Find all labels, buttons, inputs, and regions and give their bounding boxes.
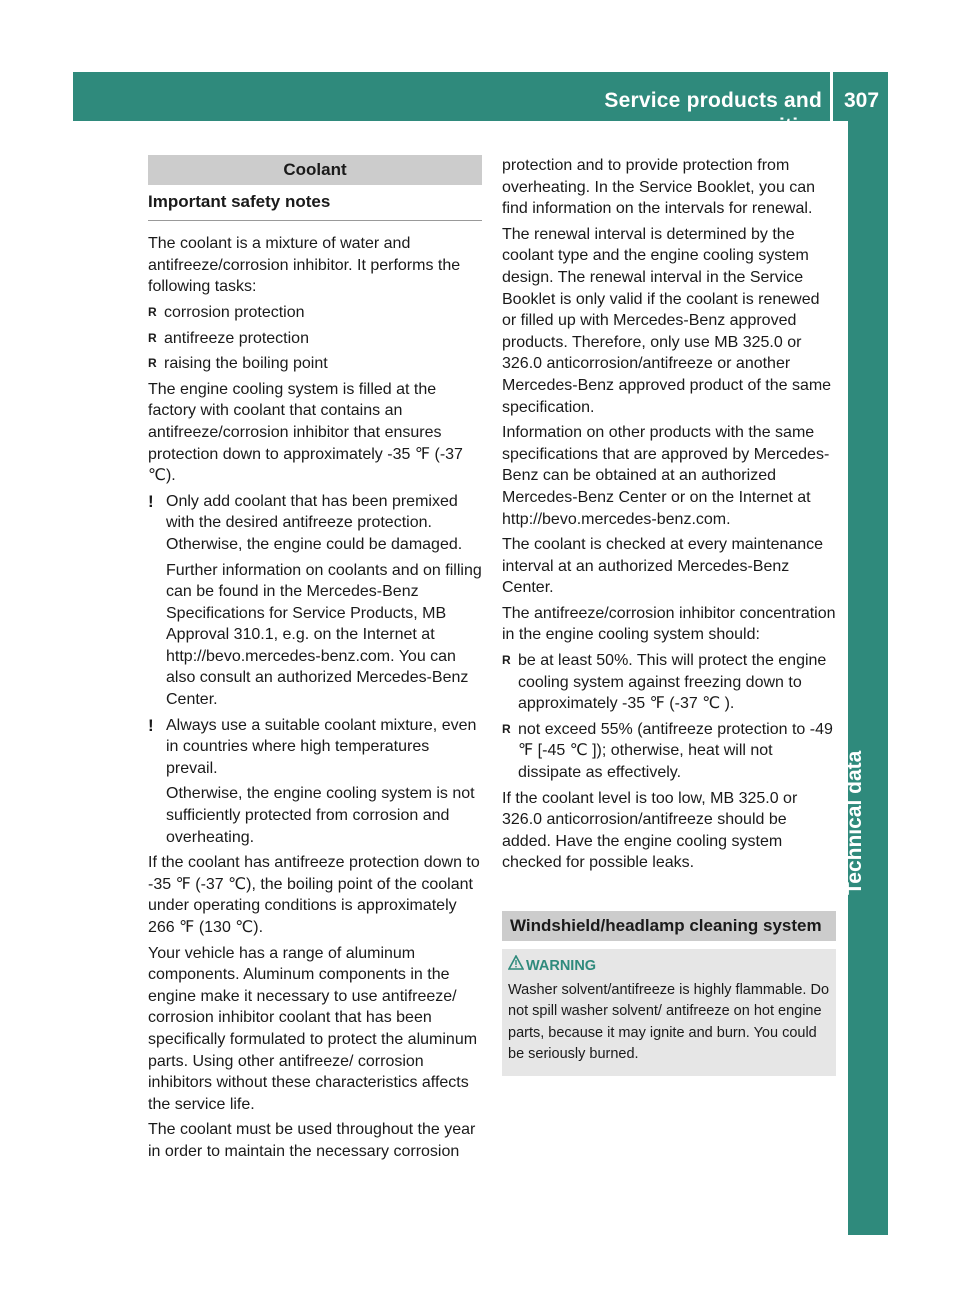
running-header-title: Service products and capacities [604, 89, 822, 138]
list-item: R not exceed 55% (antifreeze protection to -49 ℉ [-45 ℃ ]); otherwise, heat will not dissipate as effectively. [502, 720, 833, 782]
subsection-heading-safety: Important safety notes [148, 191, 482, 222]
caution-icon: ! [148, 715, 154, 735]
aluminum-paragraph: Your vehicle has a range of aluminum components. Aluminum components in the engine make it necessary to use antifreeze/ corrosion inhibitor coolant that has been specifically formulated to protect the aluminum parts. Using other antifreeze/ corrosion inhibitors without these characteristics affects the service life. [148, 944, 478, 1113]
bullet-mark: R [148, 304, 157, 319]
renewal-paragraph: The renewal interval is determined by the coolant type and the engine cooling system design. The renewal interval in the Service Booklet is only valid if the coolant is renewed or filled up with Mercedes-Benz approved products. Therefore, only use MB 325.0 or 326.0 anticorrosion/antifreeze or another Mercedes-Benz approved product of the same specification. [502, 225, 832, 416]
continued-paragraph: protection and to provide protection from overheating. In the Service Booklet, you can find information on the intervals for renewal. [502, 157, 816, 218]
list-item: R raising the boiling point [148, 353, 482, 375]
boiling-point-paragraph: If the coolant has antifreeze protection down to -35 ℉ (-37 ℃), the boiling point of the coolant under operating conditions is approximately 266 ℉ (130 ℃). [148, 854, 480, 936]
too-low-paragraph: If the coolant level is too low, MB 325.0 or 326.0 anticorrosion/antifreeze should be added. Have the engine cooling system checked for possible leaks. [502, 789, 798, 872]
warning-text: Washer solvent/antifreeze is highly flammable. Do not spill washer solvent/ antifreeze on hot engine parts, because it may ignite and burn. You could be seriously burned. [508, 981, 830, 1063]
year-round-paragraph: The coolant must be used throughout the year in order to maintain the necessary corrosion [148, 1121, 476, 1160]
list-item: R corrosion protection [148, 302, 482, 324]
bullet-mark: R [148, 356, 157, 371]
right-column [502, 155, 836, 1076]
warning-triangle-icon [508, 955, 524, 978]
bullet-mark: R [502, 653, 511, 668]
factory-fill-paragraph: The engine cooling system is filled at the factory with coolant that contains an antifreeze/corrosion inhibitor that ensures protection down to approximately -35 ℉ (-37 ℃). [148, 380, 463, 485]
concentration-paragraph: The antifreeze/corrosion inhibitor concentration in the engine cooling system should: [502, 604, 836, 644]
caution-note-detail: Further information on coolants and on filling can be found in the Mercedes-Benz Specifications for Service Products, MB Approval 310.1, e.g. on the Internet at http://bevo.mercedes-benz.com. You can also consult an authorized Mercedes-Benz Center. [166, 561, 482, 709]
warning-label: WARNING [526, 958, 597, 975]
caution-note: ! Only add coolant that has been premixed with the desired antifreeze protection. Otherwise, the engine could be damaged. [148, 491, 463, 553]
warning-box [502, 949, 836, 1076]
caution-icon: ! [148, 491, 154, 511]
bullet-mark: R [148, 330, 157, 345]
bullet-mark: R [502, 721, 511, 736]
left-column [148, 155, 482, 1167]
list-item: R antifreeze protection [148, 328, 482, 350]
chapter-tab [842, 645, 882, 895]
caution-note: ! Always use a suitable coolant mixture, even in countries where high temperatures prevail. [148, 715, 477, 777]
header-divider [830, 72, 833, 121]
list-item: R be at least 50%. This will protect the engine cooling system against freezing down to approximately -35 ℉ (-37 ℃ ). [502, 652, 827, 713]
checked-paragraph: The coolant is checked at every maintenance interval at an authorized Mercedes-Benz Center. [502, 536, 824, 597]
other-products-paragraph: Information on other products with the same specifications that are approved by Mercedes-Benz can be obtained at an authorized Mercedes-Benz Center or on the Internet at http://bevo.mercedes-benz.com. [502, 424, 830, 528]
section-heading-coolant: Coolant [148, 155, 482, 185]
coolant-intro: The coolant is a mixture of water and antifreeze/corrosion inhibitor. It performs the following tasks: [148, 235, 461, 296]
caution-note-detail: Otherwise, the engine cooling system is not sufficiently protected from corrosion and overheating. [166, 785, 475, 846]
chapter-tab-label: Technical data [843, 750, 866, 895]
section-heading-windshield: Windshield/headlamp cleaning system [502, 911, 836, 941]
page-number: 307 [843, 89, 880, 112]
warning-header [508, 955, 830, 978]
